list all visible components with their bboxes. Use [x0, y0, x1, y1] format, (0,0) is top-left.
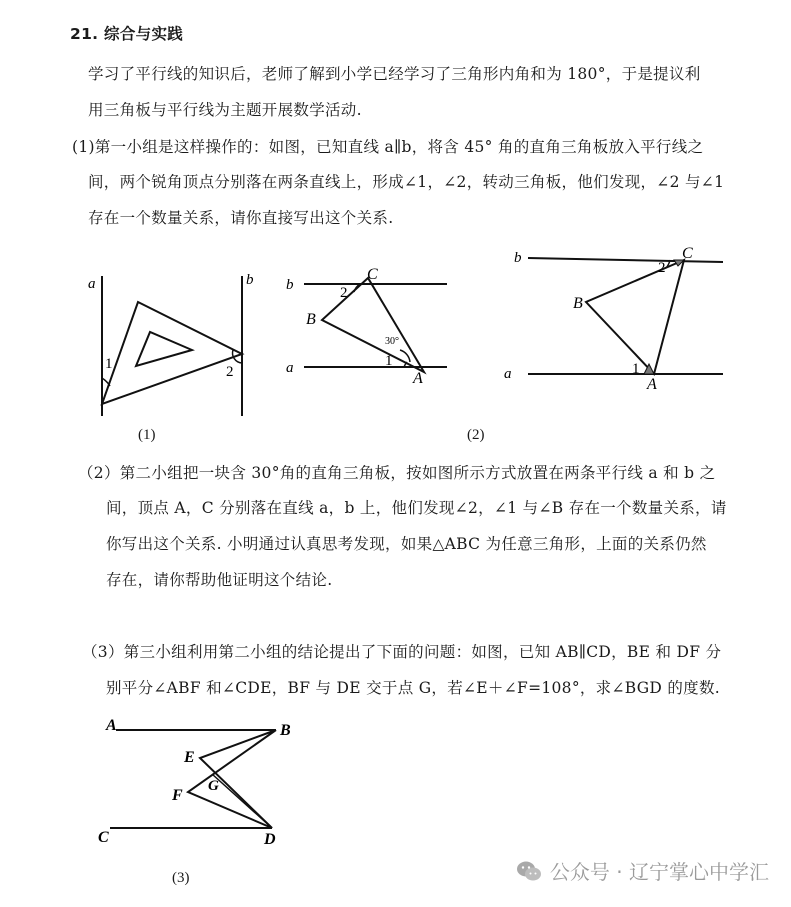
part2-line-2: 间，顶点 A，C 分别落在直线 a，b 上，他们发现∠2，∠1 与∠B 存在一个数量关系，请 — [106, 499, 727, 517]
fig2b-label-a: a — [504, 366, 512, 382]
wechat-icon — [516, 860, 542, 882]
part3-line-2: 别平分∠ABF 和∠CDE，BF 与 DE 交于点 G，若∠E＋∠F=108°，求∠BGD 的度数. — [106, 679, 721, 697]
fig3-point-d: D — [264, 831, 276, 848]
part1-line-1: (1)第一小组是这样操作的：如图，已知直线 a∥b，将含 45° 角的直角三角板放入平行线之 — [72, 138, 704, 156]
fig3-caption: (3) — [172, 870, 190, 886]
fig1-label-a: a — [88, 276, 96, 292]
fig2b-line-b — [528, 258, 723, 262]
fig3-point-e: E — [184, 749, 195, 766]
figure-3 — [88, 708, 318, 858]
question-title: 21. 综合与实践 — [70, 25, 184, 43]
intro-line-1: 学习了平行线的知识后，老师了解到小学已经学习了三角形内角和为 180°，于是提议利 — [88, 65, 701, 83]
fig2b-label-b: b — [514, 250, 522, 266]
figure-1 — [80, 266, 260, 426]
figure-2b — [498, 240, 730, 400]
fig1-caption: (1) — [138, 427, 156, 443]
fig2a-vertex-c: C — [367, 266, 378, 283]
fig1-angle2: 2 — [226, 364, 234, 380]
fig2b-vertex-a: A — [647, 376, 657, 393]
part1-line-2: 间，两个锐角顶点分别落在两条直线上，形成∠1，∠2，转动三角板，他们发现，∠2 与∠1 — [88, 173, 725, 191]
fig3-point-c: C — [98, 829, 109, 846]
fig1-label-b: b — [246, 272, 254, 288]
fig2a-angle2: 2 — [340, 285, 348, 301]
part2-line-1: （2）第二小组把一块含 30°角的直角三角板，按如图所示方式放置在两条平行线 a 和 b 之 — [78, 464, 716, 482]
part2-line-3: 你写出这个关系. 小明通过认真思考发现，如果△ABC 为任意三角形，上面的关系仍然 — [106, 535, 707, 553]
watermark — [516, 856, 769, 885]
fig1-triangle — [102, 302, 242, 404]
fig2a-label-b: b — [286, 277, 294, 293]
fig2b-vertex-b: B — [573, 295, 583, 312]
fig3-point-f: F — [172, 787, 183, 804]
fig2b-triangle — [586, 260, 684, 374]
fig2b-angle1: 1 — [632, 361, 640, 377]
part3-line-1: （3）第三小组利用第二小组的结论提出了下面的问题：如图，已知 AB∥CD，BE 和 DF 分 — [82, 643, 722, 661]
fig2-caption: (2) — [467, 427, 485, 443]
fig1-triangle-inner — [136, 332, 192, 366]
figure-2a — [282, 262, 452, 392]
watermark-text: 公众号 · 辽宁掌心中学汇 — [549, 860, 769, 884]
part2-line-4: 存在，请你帮助他证明这个结论. — [106, 571, 333, 589]
fig3-zigzag — [188, 730, 276, 828]
fig2a-vertex-b: B — [306, 311, 316, 328]
fig2b-angle2: 2 — [658, 260, 666, 276]
fig2a-angle30: 30° — [385, 336, 399, 347]
fig1-angle1: 1 — [105, 356, 113, 372]
fig2b-vertex-c: C — [682, 245, 693, 262]
fig2a-vertex-a: A — [413, 370, 423, 387]
part1-line-3: 存在一个数量关系，请你直接写出这个关系. — [88, 209, 394, 227]
fig3-point-b: B — [280, 722, 291, 739]
fig2a-angle1: 1 — [385, 353, 393, 369]
fig2a-label-a: a — [286, 360, 294, 376]
fig3-point-a: A — [106, 717, 117, 734]
intro-line-2: 用三角板与平行线为主题开展数学活动. — [88, 101, 362, 119]
fig3-point-g: G — [208, 778, 219, 794]
